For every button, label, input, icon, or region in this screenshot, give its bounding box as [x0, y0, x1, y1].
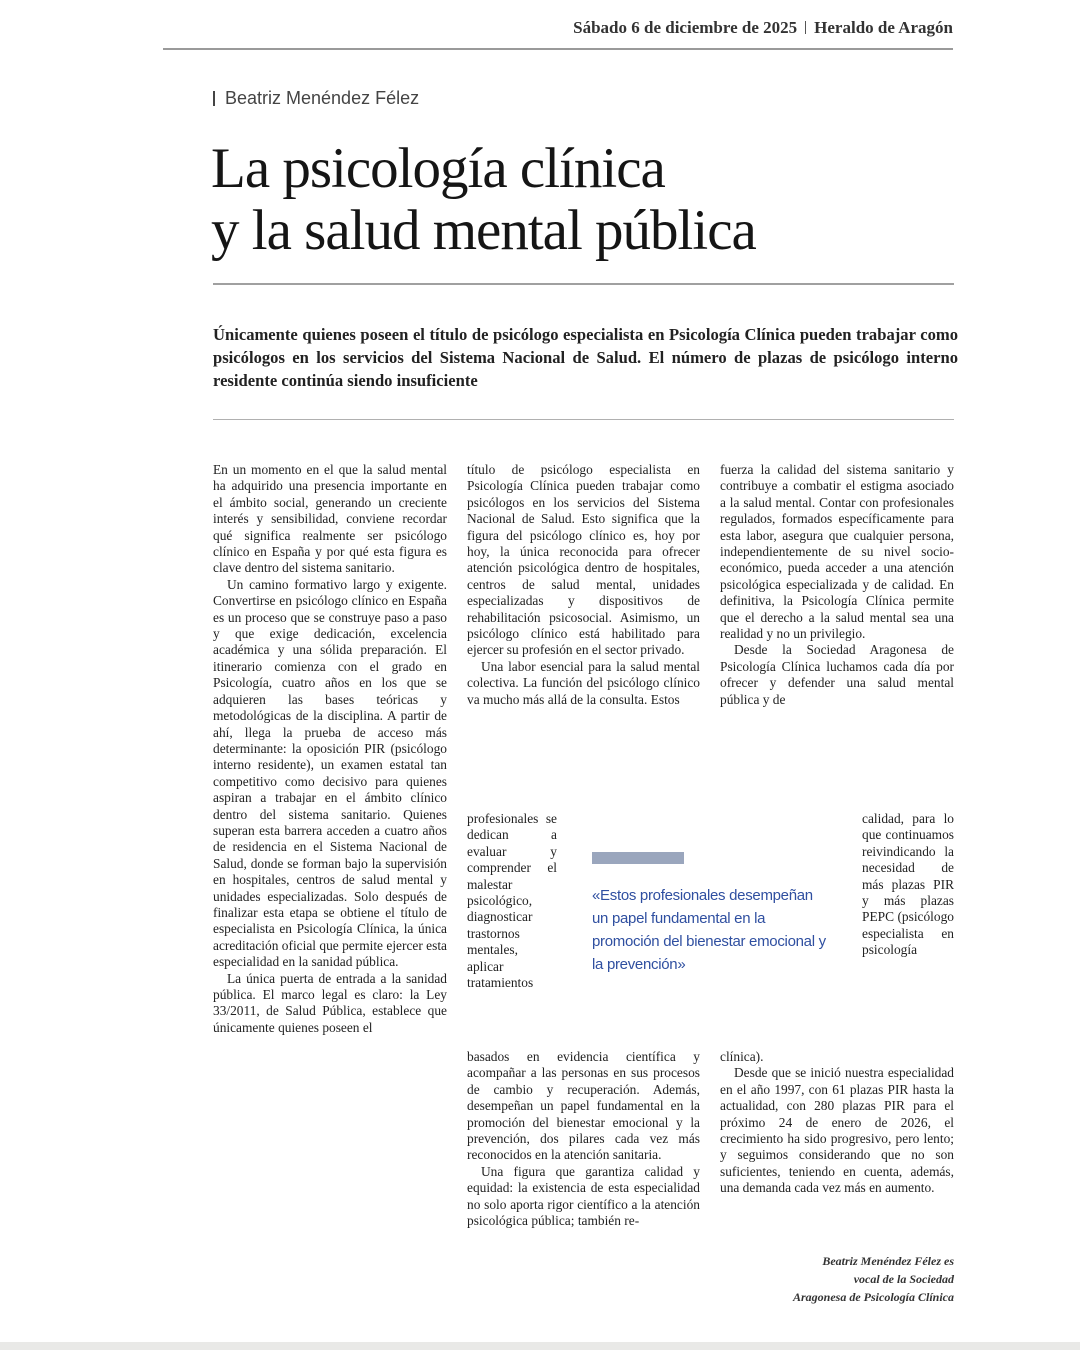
headline-rule — [213, 283, 954, 285]
headline — [211, 138, 971, 262]
masthead-divider — [805, 21, 806, 34]
column-2-wrap-text: profesionales se dedican a evaluar y comprender el malestar psicológico, diagnosticar trastornos mentales, aplicar tratamientos — [467, 811, 557, 991]
paragraph: Un camino formativo largo y exigente. Convertirse en psicólogo clínico en España es un proceso que se construye paso a paso y que exige dedicación, excelencia académica y una sólida preparación. El itinerario comienza con el grado en Psicología, cuatro años en los que se adquieren las bases teóricas y metodológicas de la disciplina. A partir de ahí, llega la prueba de acceso más determinante: la oposición PIR (psicólogo interno residente), un examen estatal tan competitivo como decisivo para quienes aspiran a trabajar en el ámbito clínico dentro del sistema sanitario. Quienes superan esta barrera acceden a cuatro años de residencia en el Sistema Nacional de Salud, donde se forman bajo la supervisión en hospitales, centros de salud mental y unidades especializadas. Solo después de finalizar esta etapa se obtiene el título de especialista en Psicología Clínica, la única acreditación oficial que permite ejercer esta especialidad en la sanidad pública. — [213, 576, 447, 970]
signature-line-3: Aragonesa de Psicología Clínica — [792, 1290, 954, 1304]
byline — [213, 88, 419, 109]
column-3 — [720, 462, 954, 708]
paragraph: Una labor esencial para la salud mental colectiva. La función del psicólogo clínico va mucho más allá de la consulta. Estos — [467, 658, 700, 707]
deck-rule — [213, 419, 954, 420]
masthead — [163, 18, 953, 50]
paragraph: clínica). — [720, 1049, 764, 1064]
paragraph: título de psicólogo especialista en Psicología Clínica pueden trabajar como psicólogos en los servicios del Sistema Nacional de Salud. Esto significa que la figura del psicólogo clínico es, hoy por hoy, la única reconocida para ofrecer atención psicológica dentro de hospitales, centros de salud mental, unidades especializadas y dispositivos de rehabilitación psicosocial. Asimismo, un psicólogo clínico está habilitado para ejercer su profesión en el sector privado. — [467, 462, 700, 658]
author-name: Beatriz Menéndez Félez — [225, 88, 420, 108]
paragraph: Desde que se inició nuestra especialidad en el año 1997, con 61 plazas PIR hasta la actualidad, con 280 plazas PIR para el próximo 24 de enero de 2026, el crecimiento ha sido progresivo, pero lento; y seguimos considerando que no son suficientes, teniendo en cuenta, además, una demanda cada vez más en aumento. — [720, 1065, 954, 1196]
column-1 — [213, 462, 447, 1036]
signature-line-1: Beatriz Menéndez Félez es — [822, 1254, 954, 1268]
column-3-wrap-text: calidad, para lo que continuamos reivindicando la necesidad de más plazas PIR y más plazas PEPC (psicólogo especialista en psicología — [862, 811, 954, 958]
publication-date: Sábado 6 de diciembre de 2025 — [573, 18, 798, 37]
article-deck: Únicamente quienes poseen el título de psicólogo especialista en Psicología Clínica pueden trabajar como psicólogos en los servicios del Sistema Nacional de Salud. El número de plazas de psicólogo interno residente continúa siendo insuficiente — [213, 325, 958, 390]
byline-bar — [213, 91, 215, 106]
column-2 — [467, 462, 700, 708]
newspaper-name: Heraldo de Aragón — [814, 18, 953, 37]
page-bottom-edge — [0, 1342, 1080, 1350]
paragraph: En un momento en el que la salud mental ha adquirido una presencia importante en el ámbito social, generando un creciente interés y sensibilidad, conviene recordar qué significa realmente ser psicólogo clínico en España y por qué esta figura es clave dentro del sistema sanitario. — [213, 462, 447, 576]
paragraph: fuerza la calidad del sistema sanitario y contribuye a combatir el estigma asociado a la salud mental. Contar con profesionales regulados, formados específicamente para esta labor, asegura que cualquier persona, independientemente de su nivel socio-económico, pueda acceder a una atención psicológica especializada y de calidad. En definitiva, la Psicología Clínica permite que el derecho a la salud mental sea una realidad y no un privilegio. — [720, 462, 954, 642]
paragraph: basados en evidencia científica y acompañar a las personas en sus procesos de cambio y recuperación. Además, desempeñan un papel fundamental en la promoción del bienestar emocional y la prevención, dos pilares cada vez más reconocidos en la atención sanitaria. — [467, 1049, 700, 1163]
headline-line-2: y la salud mental pública — [211, 199, 756, 262]
paragraph: Desde la Sociedad Aragonesa de Psicología Clínica luchamos cada día por ofrecer y defender una salud mental pública y de — [720, 642, 954, 707]
paragraph: La única puerta de entrada a la sanidad pública. El marco legal es claro: la Ley 33/2011, de Salud Pública, establece que únicamente quienes poseen el — [213, 970, 447, 1035]
pull-quote-text: «Estos profesionales desempeñan un papel fundamental en la promoción del bienestar emocional y la prevención» — [592, 887, 826, 973]
pull-quote-bar — [592, 852, 684, 864]
pull-quote — [592, 852, 832, 976]
paragraph: Una figura que garantiza calidad y equidad: la existencia de esta especialidad no solo aporta rigor científico a la atención psicológica pública; también re- — [467, 1163, 700, 1229]
column-2-continued — [467, 1049, 700, 1229]
author-signature — [720, 1252, 954, 1306]
column-3-continued — [720, 1049, 954, 1197]
signature-line-2: vocal de la Sociedad — [853, 1272, 954, 1286]
headline-line-1: La psicología clínica — [211, 137, 665, 200]
